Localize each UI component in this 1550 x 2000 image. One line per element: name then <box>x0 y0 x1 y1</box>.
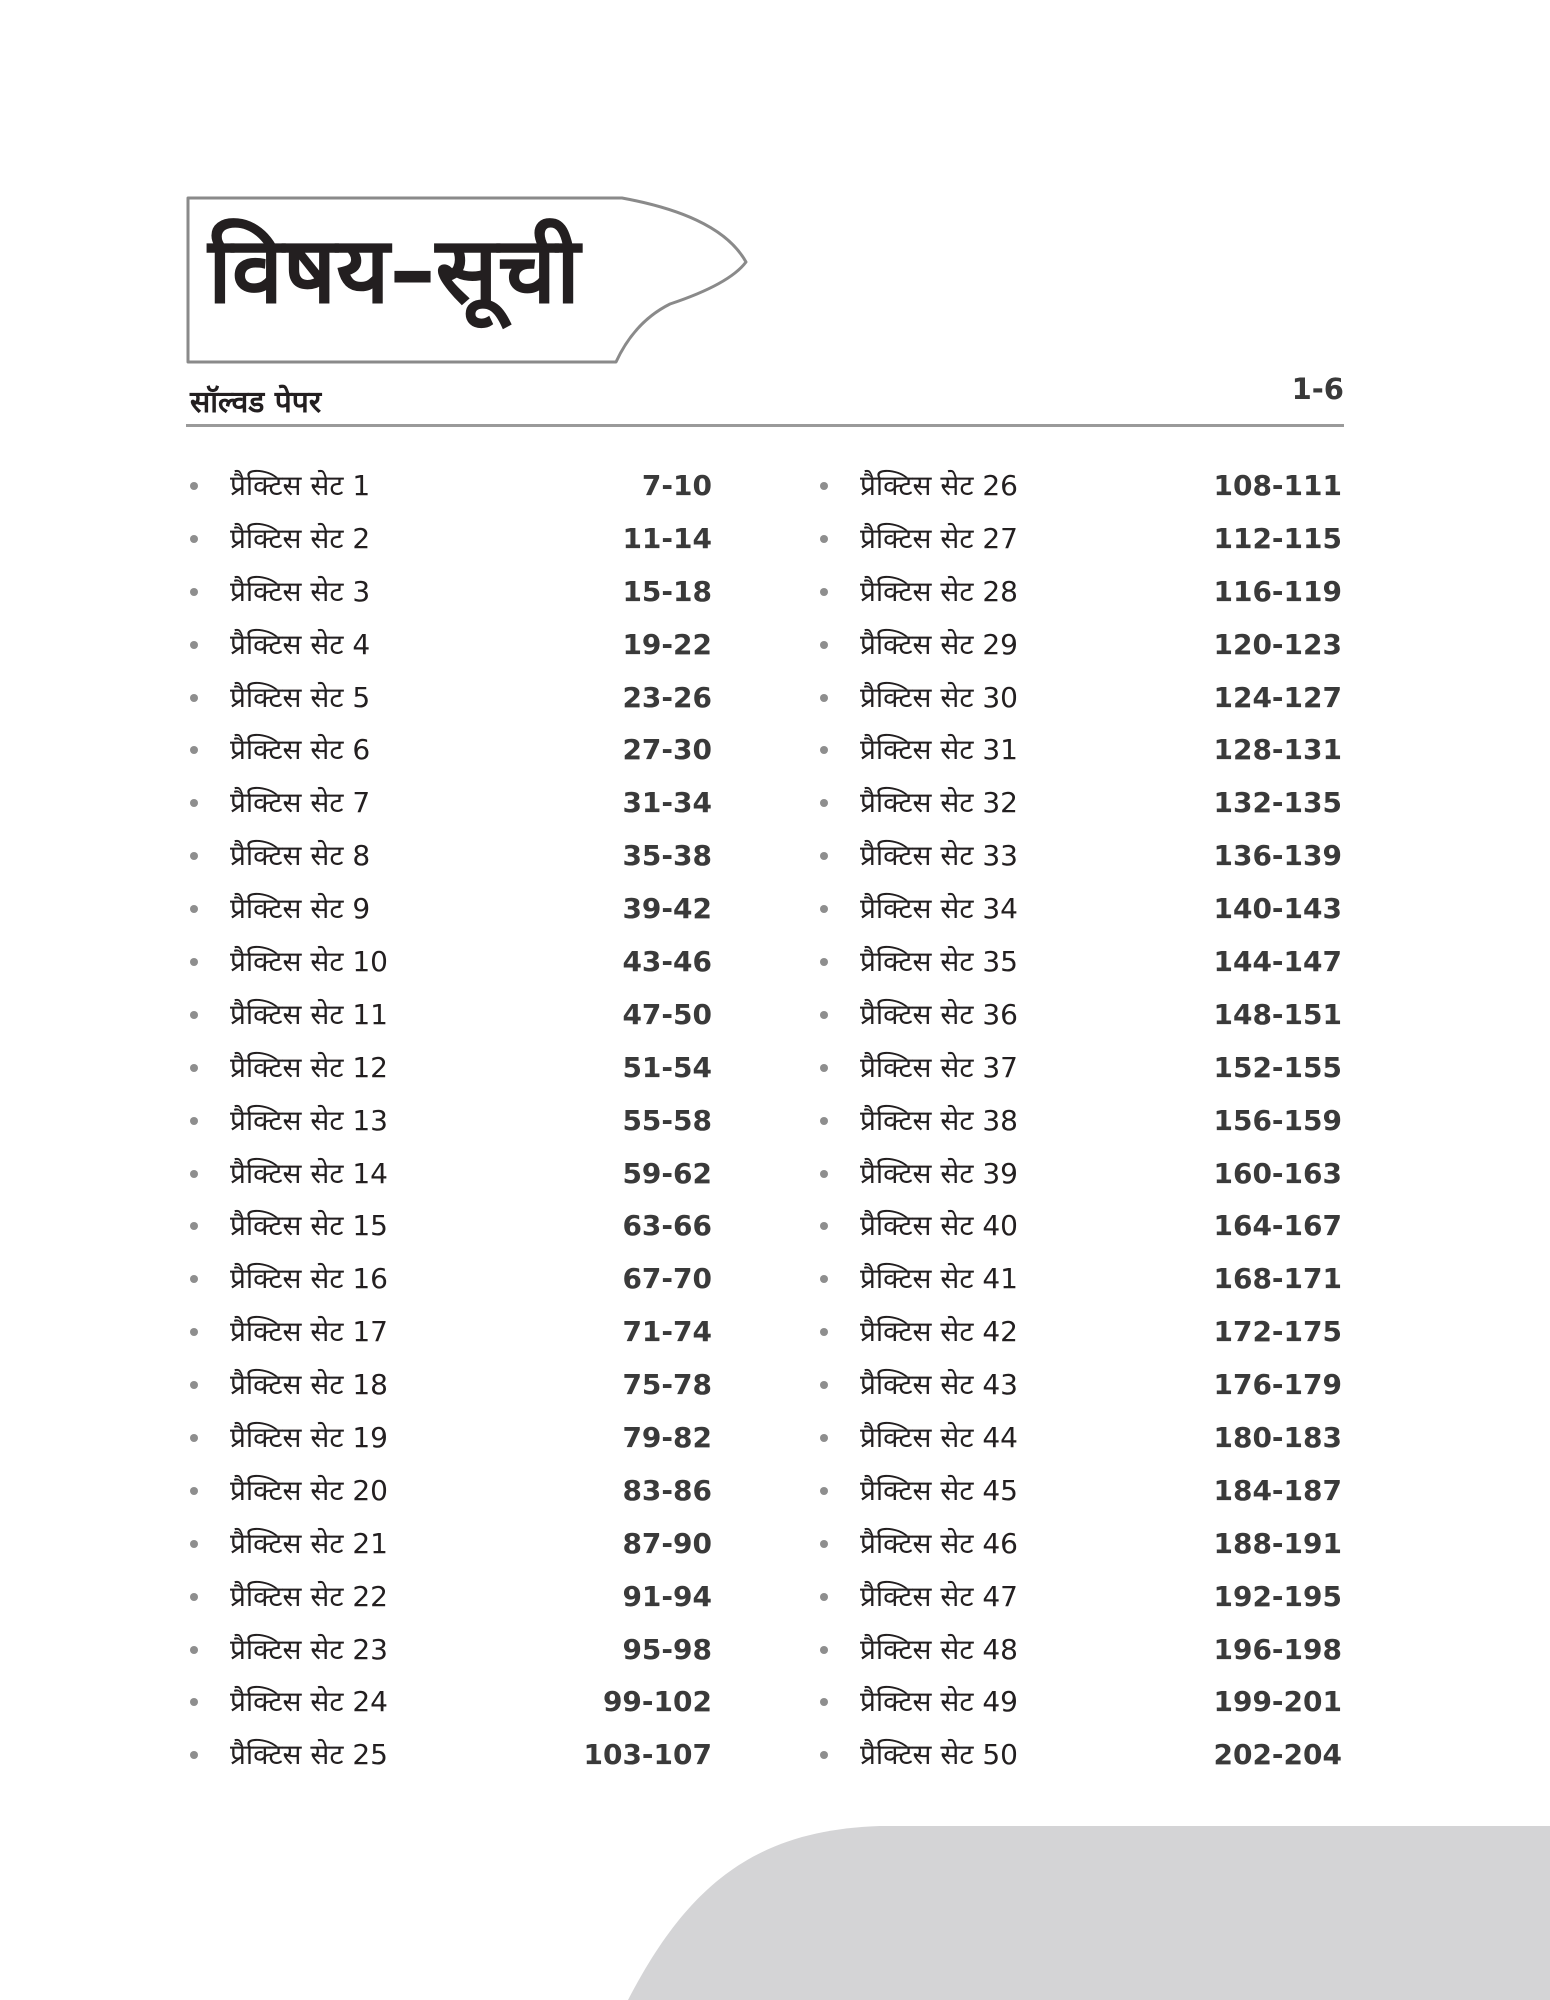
toc-entry-pages: 79-82 <box>622 1421 712 1455</box>
toc-entry-label: प्रैक्टिस सेट 12 <box>230 1050 388 1084</box>
bullet-icon <box>190 1381 198 1389</box>
toc-entry <box>186 1733 712 1786</box>
toc-entry-label: प्रैक्टिस सेट 38 <box>860 1103 1018 1137</box>
toc-entry <box>186 1046 712 1099</box>
toc-entry-label: प्रैक्टिस सेट 29 <box>860 627 1018 661</box>
bullet-icon <box>190 1646 198 1654</box>
bullet-icon <box>820 1117 828 1125</box>
toc-entry <box>816 1152 1342 1205</box>
toc-entry-pages: 95-98 <box>622 1632 712 1666</box>
toc-entry-label: प्रैक्टिस सेट 45 <box>860 1473 1018 1507</box>
toc-entry <box>816 1733 1342 1786</box>
bullet-icon <box>190 958 198 966</box>
toc-entry-label: प्रैक्टिस सेट 19 <box>230 1421 388 1455</box>
bullet-icon <box>820 1381 828 1389</box>
toc-entry <box>186 1257 712 1310</box>
bullet-icon <box>190 852 198 860</box>
toc-entry <box>816 1469 1342 1522</box>
toc-entry <box>186 1204 712 1257</box>
toc-entry <box>816 887 1342 940</box>
toc-entry-pages: 164-167 <box>1213 1209 1342 1243</box>
toc-entry <box>186 1680 712 1733</box>
toc-entry-pages: 136-139 <box>1213 839 1342 873</box>
toc-entry-pages: 128-131 <box>1213 733 1342 767</box>
toc-entry-label: प्रैक्टिस सेट 2 <box>230 521 371 555</box>
bullet-icon <box>820 1751 828 1759</box>
bullet-icon <box>190 482 198 490</box>
toc-entry-pages: 27-30 <box>622 733 712 767</box>
toc-entry-label: प्रैक्टिस सेट 26 <box>860 469 1018 502</box>
toc-left-column <box>186 464 712 1786</box>
toc-entry-pages: 19-22 <box>622 627 712 661</box>
toc-entry-pages: 91-94 <box>622 1579 712 1613</box>
toc-entry <box>816 1046 1342 1099</box>
bullet-icon <box>190 1434 198 1442</box>
toc-entry-label: प्रैक्टिस सेट 28 <box>860 574 1018 608</box>
bullet-icon <box>820 1011 828 1019</box>
bullet-icon <box>190 1275 198 1283</box>
bullet-icon <box>820 1434 828 1442</box>
toc-right-column <box>816 464 1342 1786</box>
toc-entry-pages: 15-18 <box>622 574 712 608</box>
toc-entry-pages: 192-195 <box>1213 1579 1342 1613</box>
toc-entry-pages: 63-66 <box>622 1209 712 1243</box>
toc-entry-pages: 112-115 <box>1213 521 1342 555</box>
toc-entry <box>816 1204 1342 1257</box>
toc-entry-pages: 184-187 <box>1213 1473 1342 1507</box>
toc-entry-pages: 67-70 <box>622 1262 712 1296</box>
toc-entry <box>186 623 712 676</box>
toc-entry <box>186 887 712 940</box>
toc-entry <box>816 1680 1342 1733</box>
toc-entry-label: प्रैक्टिस सेट 41 <box>860 1262 1018 1296</box>
toc-entry-label: प्रैक्टिस सेट 34 <box>860 892 1018 926</box>
toc-entry-pages: 23-26 <box>622 680 712 714</box>
toc-entry-pages: 51-54 <box>622 1050 712 1084</box>
toc-entry-label: प्रैक्टिस सेट 5 <box>230 680 371 714</box>
toc-entry <box>816 940 1342 993</box>
bullet-icon <box>190 535 198 543</box>
toc-entry <box>816 623 1342 676</box>
toc-entry <box>186 781 712 834</box>
bullet-icon <box>820 1540 828 1548</box>
toc-entry <box>816 834 1342 887</box>
toc-entry-label: प्रैक्टिस सेट 25 <box>230 1738 388 1772</box>
toc-entry-label: प्रैक्टिस सेट 49 <box>860 1685 1018 1719</box>
toc-entry-label: प्रैक्टिस सेट 35 <box>860 945 1018 979</box>
toc-entry-label: प्रैक्टिस सेट 43 <box>860 1368 1018 1402</box>
toc-entry-label: प्रैक्टिस सेट 48 <box>860 1632 1018 1666</box>
toc-entry <box>186 1310 712 1363</box>
toc-entry <box>186 993 712 1046</box>
toc-entry-pages: 47-50 <box>622 997 712 1031</box>
toc-entry-pages: 87-90 <box>622 1526 712 1560</box>
page-title: विषय–सूची <box>208 217 580 324</box>
bullet-icon <box>820 641 828 649</box>
toc-entry-pages: 108-111 <box>1213 469 1342 502</box>
toc-entry <box>186 1469 712 1522</box>
bullet-icon <box>820 482 828 490</box>
toc-entry-label: प्रैक्टिस सेट 7 <box>230 786 371 820</box>
toc-entry-pages: 148-151 <box>1213 997 1342 1031</box>
toc-entry-label: प्रैक्टिस सेट 9 <box>230 892 371 926</box>
toc-entry-label: प्रैक्टिस सेट 15 <box>230 1209 388 1243</box>
toc-entry-pages: 59-62 <box>622 1156 712 1190</box>
section-header <box>186 372 1344 427</box>
toc-entry-label: प्रैक्टिस सेट 42 <box>860 1315 1018 1349</box>
bullet-icon <box>820 1275 828 1283</box>
toc-entry-pages: 99-102 <box>602 1685 712 1719</box>
toc-entry-label: प्रैक्टिस सेट 30 <box>860 680 1018 714</box>
toc-entry <box>816 1416 1342 1469</box>
section-page-range: 1-6 <box>1291 372 1344 406</box>
bullet-icon <box>820 1593 828 1601</box>
bullet-icon <box>820 694 828 702</box>
bullet-icon <box>820 1170 828 1178</box>
bullet-icon <box>820 852 828 860</box>
toc-entry-label: प्रैक्टिस सेट 23 <box>230 1632 388 1666</box>
bullet-icon <box>820 1328 828 1336</box>
toc-entry-label: प्रैक्टिस सेट 8 <box>230 839 371 873</box>
toc-entry-label: प्रैक्टिस सेट 3 <box>230 574 371 608</box>
bullet-icon <box>190 1328 198 1336</box>
toc-entry <box>816 781 1342 834</box>
toc-entry-pages: 172-175 <box>1213 1315 1342 1349</box>
toc-entry-label: प्रैक्टिस सेट 11 <box>230 997 388 1031</box>
toc-entry-pages: 75-78 <box>622 1368 712 1402</box>
toc-entry-pages: 144-147 <box>1213 945 1342 979</box>
bullet-icon <box>190 1117 198 1125</box>
toc-entry <box>186 570 712 623</box>
bullet-icon <box>190 1064 198 1072</box>
bullet-icon <box>190 1593 198 1601</box>
toc-entry-label: प्रैक्टिस सेट 18 <box>230 1368 388 1402</box>
toc-entry-pages: 152-155 <box>1213 1050 1342 1084</box>
toc-entry <box>816 1310 1342 1363</box>
toc-entry-pages: 31-34 <box>622 786 712 820</box>
bullet-icon <box>820 535 828 543</box>
toc-entry <box>186 1099 712 1152</box>
toc-entry-label: प्रैक्टिस सेट 46 <box>860 1526 1018 1560</box>
bullet-icon <box>820 1698 828 1706</box>
bullet-icon <box>820 588 828 596</box>
toc-entry-label: प्रैक्टिस सेट 10 <box>230 945 388 979</box>
toc-entry-pages: 7-10 <box>641 469 712 502</box>
toc-entry <box>816 464 1342 517</box>
toc-entry <box>816 570 1342 623</box>
toc-entry <box>816 1628 1342 1681</box>
toc-entry-label: प्रैक्टिस सेट 33 <box>860 839 1018 873</box>
bullet-icon <box>820 1222 828 1230</box>
toc-entry <box>186 1522 712 1575</box>
toc-entry-label: प्रैक्टिस सेट 47 <box>860 1579 1018 1613</box>
bullet-icon <box>820 1064 828 1072</box>
toc-entry-pages: 83-86 <box>622 1473 712 1507</box>
toc-entry <box>186 1575 712 1628</box>
toc-entry-label: प्रैक्टिस सेट 40 <box>860 1209 1018 1243</box>
toc-entry-pages: 140-143 <box>1213 892 1342 926</box>
toc-entry-label: प्रैक्टिस सेट 36 <box>860 997 1018 1031</box>
toc-entry-label: प्रैक्टिस सेट 37 <box>860 1050 1018 1084</box>
toc-entry <box>186 517 712 570</box>
toc-entry-label: प्रैक्टिस सेट 4 <box>230 627 371 661</box>
toc-entry <box>186 728 712 781</box>
bullet-icon <box>820 1646 828 1654</box>
toc-entry <box>186 940 712 993</box>
toc-entry-pages: 199-201 <box>1213 1685 1342 1719</box>
title-banner <box>186 196 752 366</box>
section-title: सॉल्वड पेपर <box>190 385 322 420</box>
toc-entry-label: प्रैक्टिस सेट 20 <box>230 1473 388 1507</box>
toc-entry-label: प्रैक्टिस सेट 16 <box>230 1262 388 1296</box>
bullet-icon <box>190 641 198 649</box>
toc-entry-label: प्रैक्टिस सेट 31 <box>860 733 1018 767</box>
toc-entry-label: प्रैक्टिस सेट 32 <box>860 786 1018 820</box>
toc-entry <box>186 1152 712 1205</box>
toc-entry-pages: 124-127 <box>1213 680 1342 714</box>
toc-entry-label: प्रैक्टिस सेट 22 <box>230 1579 388 1613</box>
bullet-icon <box>820 799 828 807</box>
toc-entry-pages: 196-198 <box>1213 1632 1342 1666</box>
toc-entry-label: प्रैक्टिस सेट 44 <box>860 1421 1018 1455</box>
toc-entry-pages: 35-38 <box>622 839 712 873</box>
toc-entry-pages: 176-179 <box>1213 1368 1342 1402</box>
toc-entry-pages: 156-159 <box>1213 1103 1342 1137</box>
toc-entry-pages: 71-74 <box>622 1315 712 1349</box>
toc-entry-label: प्रैक्टिस सेट 6 <box>230 733 371 767</box>
toc-entry <box>816 1363 1342 1416</box>
toc-entry <box>186 464 712 517</box>
toc-entry <box>186 1628 712 1681</box>
bullet-icon <box>190 799 198 807</box>
bullet-icon <box>190 694 198 702</box>
bullet-icon <box>190 1540 198 1548</box>
toc-entry-label: प्रैक्टिस सेट 14 <box>230 1156 388 1190</box>
bullet-icon <box>190 746 198 754</box>
bullet-icon <box>820 1487 828 1495</box>
bullet-icon <box>190 1222 198 1230</box>
toc-entry-pages: 188-191 <box>1213 1526 1342 1560</box>
toc-entry <box>816 728 1342 781</box>
toc-entry-label: प्रैक्टिस सेट 17 <box>230 1315 388 1349</box>
toc-entry <box>816 676 1342 729</box>
bullet-icon <box>190 1487 198 1495</box>
toc-entry-label: प्रैक्टिस सेट 27 <box>860 521 1018 555</box>
bullet-icon <box>190 905 198 913</box>
toc-entry-label: प्रैक्टिस सेट 39 <box>860 1156 1018 1190</box>
toc-entry-pages: 160-163 <box>1213 1156 1342 1190</box>
toc-entry-pages: 180-183 <box>1213 1421 1342 1455</box>
bullet-icon <box>820 958 828 966</box>
toc-entry-pages: 168-171 <box>1213 1262 1342 1296</box>
bullet-icon <box>190 1698 198 1706</box>
toc-entry <box>816 1257 1342 1310</box>
toc-entry <box>186 676 712 729</box>
toc-entry-label: प्रैक्टिस सेट 1 <box>230 469 371 502</box>
toc-entry-pages: 202-204 <box>1213 1738 1342 1772</box>
toc-entry-pages: 132-135 <box>1213 786 1342 820</box>
toc-entry <box>186 834 712 887</box>
bullet-icon <box>820 905 828 913</box>
toc-entry-pages: 116-119 <box>1213 574 1342 608</box>
toc-entry-label: प्रैक्टिस सेट 24 <box>230 1685 388 1719</box>
toc-entry-pages: 55-58 <box>622 1103 712 1137</box>
bullet-icon <box>190 588 198 596</box>
bullet-icon <box>190 1751 198 1759</box>
toc-entry <box>816 517 1342 570</box>
toc-entry-pages: 103-107 <box>583 1738 712 1772</box>
bullet-icon <box>190 1170 198 1178</box>
toc-entry-label: प्रैक्टिस सेट 50 <box>860 1738 1018 1772</box>
bullet-icon <box>190 1011 198 1019</box>
toc-entry <box>186 1416 712 1469</box>
toc-entry-label: प्रैक्टिस सेट 13 <box>230 1103 388 1137</box>
toc-entry <box>816 993 1342 1046</box>
bullet-icon <box>820 746 828 754</box>
toc-entry-label: प्रैक्टिस सेट 21 <box>230 1526 388 1560</box>
toc-entry-pages: 120-123 <box>1213 627 1342 661</box>
toc-entry-pages: 43-46 <box>622 945 712 979</box>
toc-entry <box>816 1099 1342 1152</box>
toc-entry-pages: 11-14 <box>622 521 712 555</box>
toc-entry <box>816 1522 1342 1575</box>
toc-entry <box>186 1363 712 1416</box>
toc-entry-pages: 39-42 <box>622 892 712 926</box>
toc-entry <box>816 1575 1342 1628</box>
